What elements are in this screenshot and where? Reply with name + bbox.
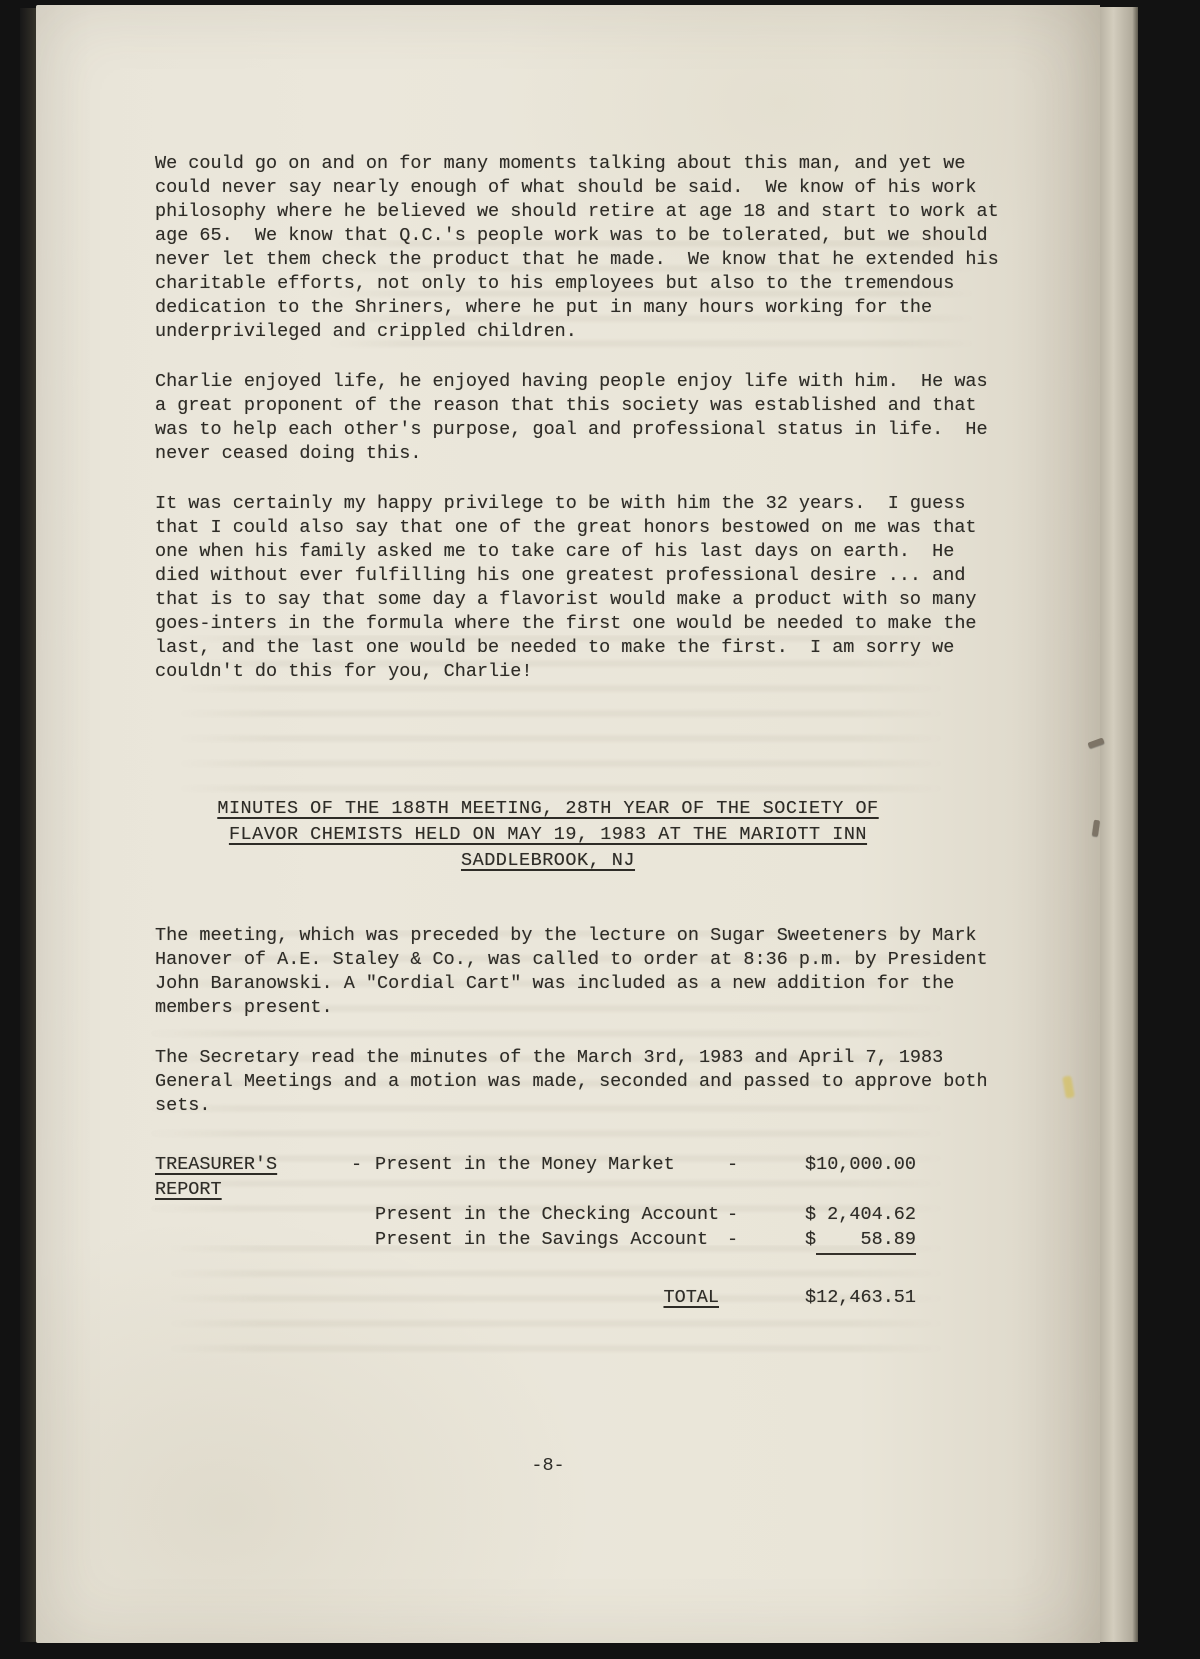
treasurer-desc: Present in the Money Market xyxy=(375,1154,675,1175)
meeting-opening-paragraph: The meeting, which was preceded by the lecture on Sugar Sweeteners by Mark Hanover of A.E. Staley & Co., was called to order at 8:36 p.m. by President John Baranowski. A "Cordial Cart" was included as a new addition for the members present. xyxy=(155,925,999,1018)
amount-value: 58.89 xyxy=(816,1227,916,1255)
treasurer-desc: Present in the Checking Account xyxy=(375,1204,720,1225)
page-left-edge-shadow xyxy=(20,8,36,1642)
amount-value: 12,463.51 xyxy=(816,1287,917,1308)
underlying-page-edges xyxy=(1100,7,1138,1642)
eulogy-paragraph-1: We could go on and on for many moments talking about this man, and yet we could never say nearly enough of what should be said. We know of his work philosophy where he believed we should retire at age 18 and start to work at age 65. We know that Q.C.'s people work was to be tolerated, but we should never let them check the product that he made. We know that he extended his charitable efforts, not only to his employees but also to the tremendous dedication to the Shriners, where he put in many hours working for the underprivileged and crippled children. xyxy=(155,153,1010,342)
treasurer-row-money-market xyxy=(155,1152,1005,1202)
typewritten-content xyxy=(155,152,1010,1310)
amount-value: 10,000.00 xyxy=(816,1154,917,1175)
treasurer-total-amount xyxy=(767,1285,1005,1310)
treasurer-dash: - xyxy=(727,1204,739,1225)
currency-sign: $ xyxy=(805,1204,817,1225)
eulogy-paragraph-2: Charlie enjoyed life, he enjoyed having people enjoy life with him. He was a great proponent of the reason that this society was established and that was to help each other's purpose, goal and professional status in life. He never ceased doing this. xyxy=(155,371,999,464)
treasurer-dash: - xyxy=(727,1154,739,1175)
currency-sign: $ xyxy=(805,1229,817,1250)
treasurer-row-savings xyxy=(155,1227,1005,1255)
currency-sign: $ xyxy=(805,1154,817,1175)
total-label: TOTAL xyxy=(663,1287,719,1308)
document-page xyxy=(36,5,1100,1643)
treasurer-lead-dash: - xyxy=(351,1154,363,1175)
page-number: -8- xyxy=(531,1455,565,1476)
minutes-heading xyxy=(123,796,973,874)
treasurer-dash: - xyxy=(727,1229,739,1250)
treasurer-amount xyxy=(767,1227,1005,1255)
treasurer-amount xyxy=(767,1152,1005,1202)
minutes-heading-line-3: SADDLEBROOK, NJ xyxy=(460,850,636,871)
treasurer-desc: Present in the Savings Account xyxy=(375,1229,709,1250)
minutes-heading-line-2: FLAVOR CHEMISTS HELD ON MAY 19, 1983 AT THE MARIOTT INN xyxy=(228,824,868,845)
treasurer-total-row xyxy=(155,1285,1005,1310)
currency-sign: $ xyxy=(805,1287,817,1308)
treasurer-report xyxy=(155,1152,1005,1310)
treasurer-row-checking xyxy=(155,1202,1005,1227)
secretary-minutes-paragraph: The Secretary read the minutes of the March 3rd, 1983 and April 7, 1983 General Meetings and a motion was made, seconded and passed to approve both sets. xyxy=(155,1047,999,1116)
amount-value: 2,404.62 xyxy=(827,1204,916,1225)
minutes-heading-line-1: MINUTES OF THE 188TH MEETING, 28TH YEAR OF THE SOCIETY OF xyxy=(217,798,879,819)
eulogy-paragraph-3: It was certainly my happy privilege to be with him the 32 years. I guess that I could also say that one of the great honors bestowed on me was that one when his family asked me to take care of his last days on earth. He died without ever fulfilling his one greatest professional desire ... and that is to say that some day a flavorist would make a product with so many goes-inters in the formula where the first one would be needed to make the last, and the last one would be needed to make the first. I am sorry we couldn't do this for you, Charlie! xyxy=(155,493,988,682)
treasurer-amount xyxy=(767,1202,1005,1227)
treasurer-report-label: TREASURER'S REPORT xyxy=(155,1154,278,1200)
